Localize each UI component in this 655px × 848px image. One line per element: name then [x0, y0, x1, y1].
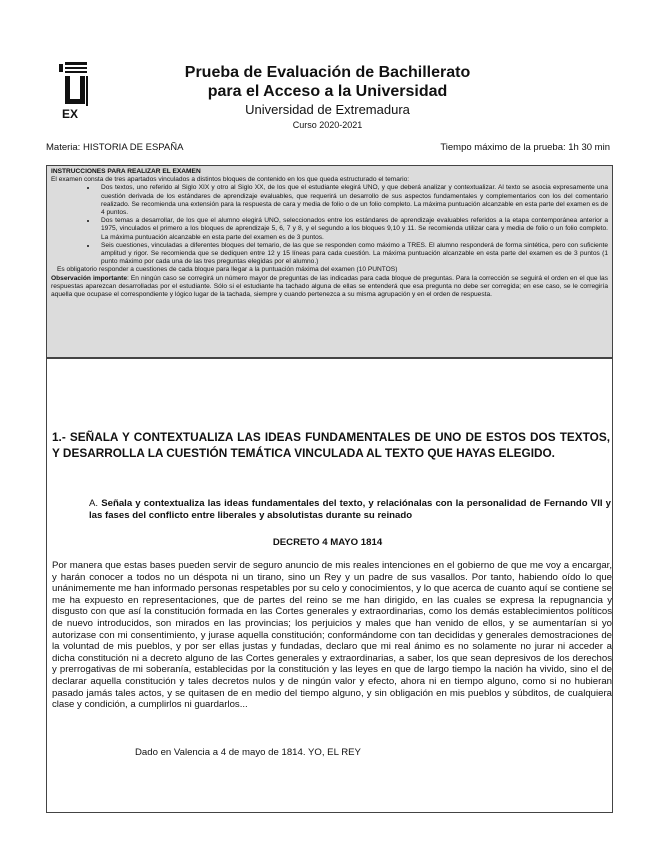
subject-label: Materia: HISTORIA DE ESPAÑA — [46, 142, 184, 153]
instruction-bullet-texts: • Dos textos, uno referido al Siglo XIX y otro al Siglo XX, de los que el estudiante elegirá UNO, y que deberá analizar y contextualizar. Al texto se asocia expresamente una cuestión derivada de los estándares de aprendizaje evaluables, que requerirá un desarrollo de sus aspectos fundamentales y complementarios con los del comentario realizado. Se recomienda una extensión para la respuesta de cara y media de folio o de un folio completo. La máxima puntuación alcanzable en esta parte del examen es de 4 puntos. — [97, 184, 608, 217]
question-subtitle — [89, 498, 611, 522]
instructions-observation — [51, 275, 608, 300]
decree-title: DECRETO 4 MAYO 1814 — [272, 537, 383, 548]
svg-text:EX: EX — [62, 107, 79, 121]
instructions-box — [46, 165, 613, 358]
instructions-title: INSTRUCCIONES PARA REALIZAR EL EXAMEN — [51, 168, 201, 175]
observation-label: Observación importante — [51, 274, 128, 282]
decree-signature: Dado en Valencia a 4 de mayo de 1814. YO, EL REY — [135, 747, 361, 758]
instruction-bullet-questions: • Seis cuestiones, vinculadas a diferentes bloques del temario, de las que se responden como máximo a TRES. El alumno responderá de forma sintética, pero con suficiente amplitud y rigor. Se recomienda que se dediquen entre 12 y 15 líneas para cada cuestión. La máxima puntuación alcanzable en esta parte del examen es de 3 puntos (1 punto máximo por cada una de las tres preguntas elegidas por el alumno.) — [97, 242, 608, 267]
option-letter: A. — [89, 498, 99, 509]
instructions-list — [51, 184, 608, 266]
instructions-intro: El examen consta de tres apartados vinculados a distintos bloques de contenido en los que queda estructurado el temario: — [51, 176, 410, 184]
instruction-bullet-themes: • Dos temas a desarrollar, de los que el alumno elegirá UNO, seleccionados entre los estándares de aprendizaje evaluables referidos a la etapa contemporánea anterior a 1975, vinculados el primero a los bloques de aprendizaje 5, 6, 7 y 8, y el segundo a los bloques 9,10 y 11. Se recomienda utilizar cara y media de folio o un folio completo. La máxima puntuación alcanzable en esta parte del examen es de 3 puntos. — [97, 217, 608, 242]
decree-text: Por manera que estas bases pueden servir de seguro anuncio de mis reales intenciones en el gobierno de que me voy a encargar, y harán conocer a todos no un déspota ni un tirano, sino un Rey y un padre de sus vasallos. Por tanto, habiendo oído lo que unánimemente me han informado personas respetables por su celo y conocimientos, y lo que acerca de cuanto aquí se contiene se me ha expuesto en representaciones, que de partes del reino se me han dirigido, en las cuales se expresa la repugnancia y disgusto con que así la constitución formada en las Cortes generales y extraordinarias, como los demás establecimientos políticos de nuevo introducidos, son mirados en las provincias; los perjuicios y males que han venido de ellos, y se aumentarían si yo autorizase con mi consentimiento, y jurase aquella constitución; conformándome con tan decididas y generales demostraciones de la voluntad de mis pueblos, y por ser ellas justas y fundadas, declaro que mi real ánimo es no solamente no jurar ni acceder a dicha constitución ni a decreto alguno de las Cortes generales y extraordinarias, a saber, los que sean depresivos de los derechos y prerrogativas de mi soberanía, establecidas por la constitución y las leyes en que de largo tiempo la nación ha vivido, sino el de declarar aquella constitución y tales decretos nulos y de ningún valor y efecto, ahora ni en tiempo alguno, como si no hubieran pasado jamás tales actos, y se quitasen de en medio del tiempo alguno, y sin obligación en mis pueblos y súbditos, de cualquiera clase y condición, a cumplirlos ni guardarlos... — [52, 560, 612, 711]
option-prompt: Señala y contextualiza las ideas fundamentales del texto, y relaciónalas con la personalidad de Fernando VII y las fases del conflicto entre liberales y absolutistas durante su reinado — [89, 498, 611, 521]
exam-title-line1: Prueba de Evaluación de Bachillerato — [184, 64, 471, 81]
question-title: 1.- SEÑALA Y CONTEXTUALIZA LAS IDEAS FUNDAMENTALES DE UNO DE ESTOS DOS TEXTOS, Y DESARROLLA LA CUESTIÓN TEMÁTICA VINCULADA AL TEXTO QUE HAYAS ELEGIDO. — [52, 430, 610, 460]
exam-title-line2: para el Acceso a la Universidad — [207, 83, 448, 100]
university-name: Universidad de Extremadura — [245, 102, 410, 117]
instructions-mandatory: Es obligatorio responder a cuestiones de cada bloque para llegar a la puntuación máxima del examen (10 PUNTOS) — [57, 266, 398, 274]
time-limit-label: Tiempo máximo de la prueba: 1h 30 min — [440, 142, 610, 153]
academic-year: Curso 2020-2021 — [292, 120, 363, 130]
observation-text: : En ningún caso se corregirá un número mayor de preguntas de las indicadas para cada bloque de preguntas. Para la corrección se seguirá el orden en el que las respuestas aparezcan desarrolladas por el estudiante. Sólo si el estudiante ha tachado alguna de ellas se entenderá que esa pregunta no debe ser corregida; en ese caso, se le corregiría aquella que ocupase el correspondiente y lógico lugar de la tachada, siempre y cuando pertenezca a su misma agrupación y en el orden de respuesta. — [51, 274, 608, 299]
